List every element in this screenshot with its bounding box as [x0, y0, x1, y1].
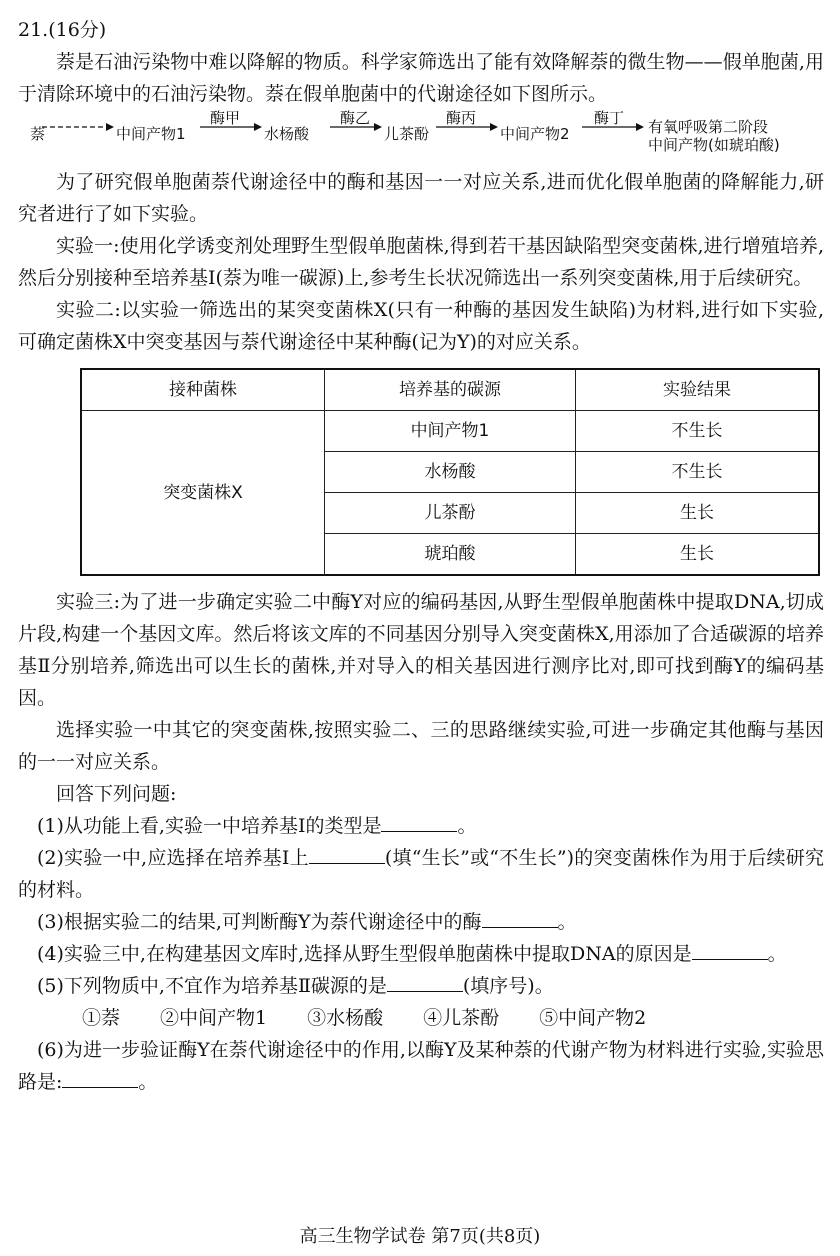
option-item: ④儿茶酚: [423, 1007, 500, 1029]
answer-blank[interactable]: [482, 909, 558, 928]
purpose-paragraph: 为了研究假单胞菌萘代谢途径中的酶和基因一一对应关系,进而优化假单胞菌的降解能力,研究者进行了如下实验。: [18, 171, 824, 225]
table-header: 培养基的碳源: [325, 369, 576, 411]
pathway-end-product-line1: 有氧呼吸第二阶段: [648, 118, 769, 136]
table-header-row: [81, 369, 819, 411]
question-3: [18, 906, 824, 938]
question-6-text: (6)为进一步验证酶Y在萘代谢途径中的作用,以酶Y及某种萘的代谢产物为材料进行实验,实验思路是:: [18, 1039, 824, 1093]
question-4-text: (4)实验三中,在构建基因文库时,选择从野生型假单胞菌株中提取DNA的原因是: [37, 943, 692, 965]
pathway-enzyme-a: 酶甲: [210, 109, 241, 127]
experiment-2-table: [80, 368, 820, 576]
question-6: [18, 1034, 824, 1098]
option-item: ①萘: [82, 1007, 121, 1029]
pathway-intermediate-2: 中间产物2: [500, 125, 570, 143]
experiment-1: 实验一:使用化学诱变剂处理野生型假单胞菌株,得到若干基因缺陷型突变菌株,进行增殖培养,然后分别接种至培养基Ⅰ(萘为唯一碳源)上,参考生长状况筛选出一系列突变菌株,用于后续研究。: [18, 235, 824, 289]
option-item: ②中间产物1: [160, 1007, 268, 1029]
option-item: ⑤中间产物2: [539, 1007, 647, 1029]
question-2-text: (2)实验一中,应选择在培养基Ⅰ上: [37, 847, 309, 869]
pathway-naphthalene: 萘: [30, 125, 46, 143]
question-4: [18, 938, 824, 970]
carbon-source-cell: 水杨酸: [325, 452, 576, 493]
exam-page: [18, 14, 824, 1098]
table-header: 实验结果: [575, 369, 819, 411]
carbon-source-cell: 琥珀酸: [325, 534, 576, 576]
question-2-end: (填“生长”或“不生长”)的突变菌株作为用于后续研究的材料。: [18, 847, 824, 901]
question-number: 21.: [18, 19, 49, 41]
answer-blank[interactable]: [62, 1069, 138, 1088]
answer-blank[interactable]: [387, 973, 463, 992]
result-cell: 不生长: [575, 411, 819, 452]
option-item: ③水杨酸: [307, 1007, 384, 1029]
question-6-end: 。: [138, 1071, 158, 1093]
question-5: [18, 970, 824, 1002]
question-1: [18, 810, 824, 842]
carbon-source-cell: 儿茶酚: [325, 493, 576, 534]
question-2: [18, 842, 824, 906]
question-3-end: 。: [557, 911, 577, 933]
pathway-catechol: 儿茶酚: [384, 125, 430, 143]
table-header: 接种菌株: [81, 369, 325, 411]
pathway-enzyme-b: 酶乙: [340, 109, 371, 127]
question-4-end: 。: [767, 943, 787, 965]
question-5-text: (5)下列物质中,不宜作为培养基Ⅱ碳源的是: [37, 975, 387, 997]
pathway-enzyme-c: 酶丙: [446, 109, 477, 127]
answer-blank[interactable]: [692, 941, 768, 960]
question-5-options: [18, 1002, 824, 1034]
question-3-text: (3)根据实验二的结果,可判断酶Y为萘代谢途径中的酶: [37, 911, 482, 933]
experiment-3: 实验三:为了进一步确定实验二中酶Y对应的编码基因,从野生型假单胞菌株中提取DNA,切成片段,构建一个基因文库。然后将该文库的不同基因分别导入突变菌株X,用添加了合适碳源的培养基Ⅱ分别培养,筛选出可以生长的菌株,并对导入的相关基因进行测序比对,即可找到酶Y的编码基因。: [18, 591, 824, 709]
experiment-2: 实验二:以实验一筛选出的某突变菌株X(只有一种酶的基因发生缺陷)为材料,进行如下实验,可确定菌株X中突变基因与萘代谢途径中某种酶(记为Y)的对应关系。: [18, 299, 824, 353]
intro-paragraph: 萘是石油污染物中难以降解的物质。科学家筛选出了能有效降解萘的微生物——假单胞菌,用于清除环境中的石油污染物。萘在假单胞菌中的代谢途径如下图所示。: [18, 51, 824, 105]
table-row: [81, 411, 819, 452]
question-header: [18, 14, 824, 46]
carbon-source-cell: 中间产物1: [325, 411, 576, 452]
pathway-end-product-line2: 中间产物(如琥珀酸): [648, 136, 780, 154]
result-cell: 生长: [575, 534, 819, 576]
strain-cell: 突变菌株X: [81, 411, 325, 576]
pathway-intermediate-1: 中间产物1: [116, 125, 186, 143]
pathway-enzyme-d: 酶丁: [594, 109, 625, 127]
result-cell: 不生长: [575, 452, 819, 493]
question-5-end: (填序号)。: [462, 975, 554, 997]
result-cell: 生长: [575, 493, 819, 534]
metabolic-pathway-diagram: [18, 110, 824, 166]
answer-blank[interactable]: [309, 845, 385, 864]
questions-prompt: 回答下列问题:: [56, 783, 177, 805]
followup-paragraph: 选择实验一中其它的突变菌株,按照实验二、三的思路继续实验,可进一步确定其他酶与基因的一一对应关系。: [18, 719, 824, 773]
question-1-text: (1)从功能上看,实验一中培养基Ⅰ的类型是: [37, 815, 382, 837]
question-score: (16分): [48, 19, 107, 41]
page-footer: 高三生物学试卷 第7页(共8页): [299, 1226, 541, 1247]
pathway-salicylic-acid: 水杨酸: [264, 125, 310, 143]
question-1-end: 。: [457, 815, 477, 837]
answer-blank[interactable]: [381, 813, 457, 832]
